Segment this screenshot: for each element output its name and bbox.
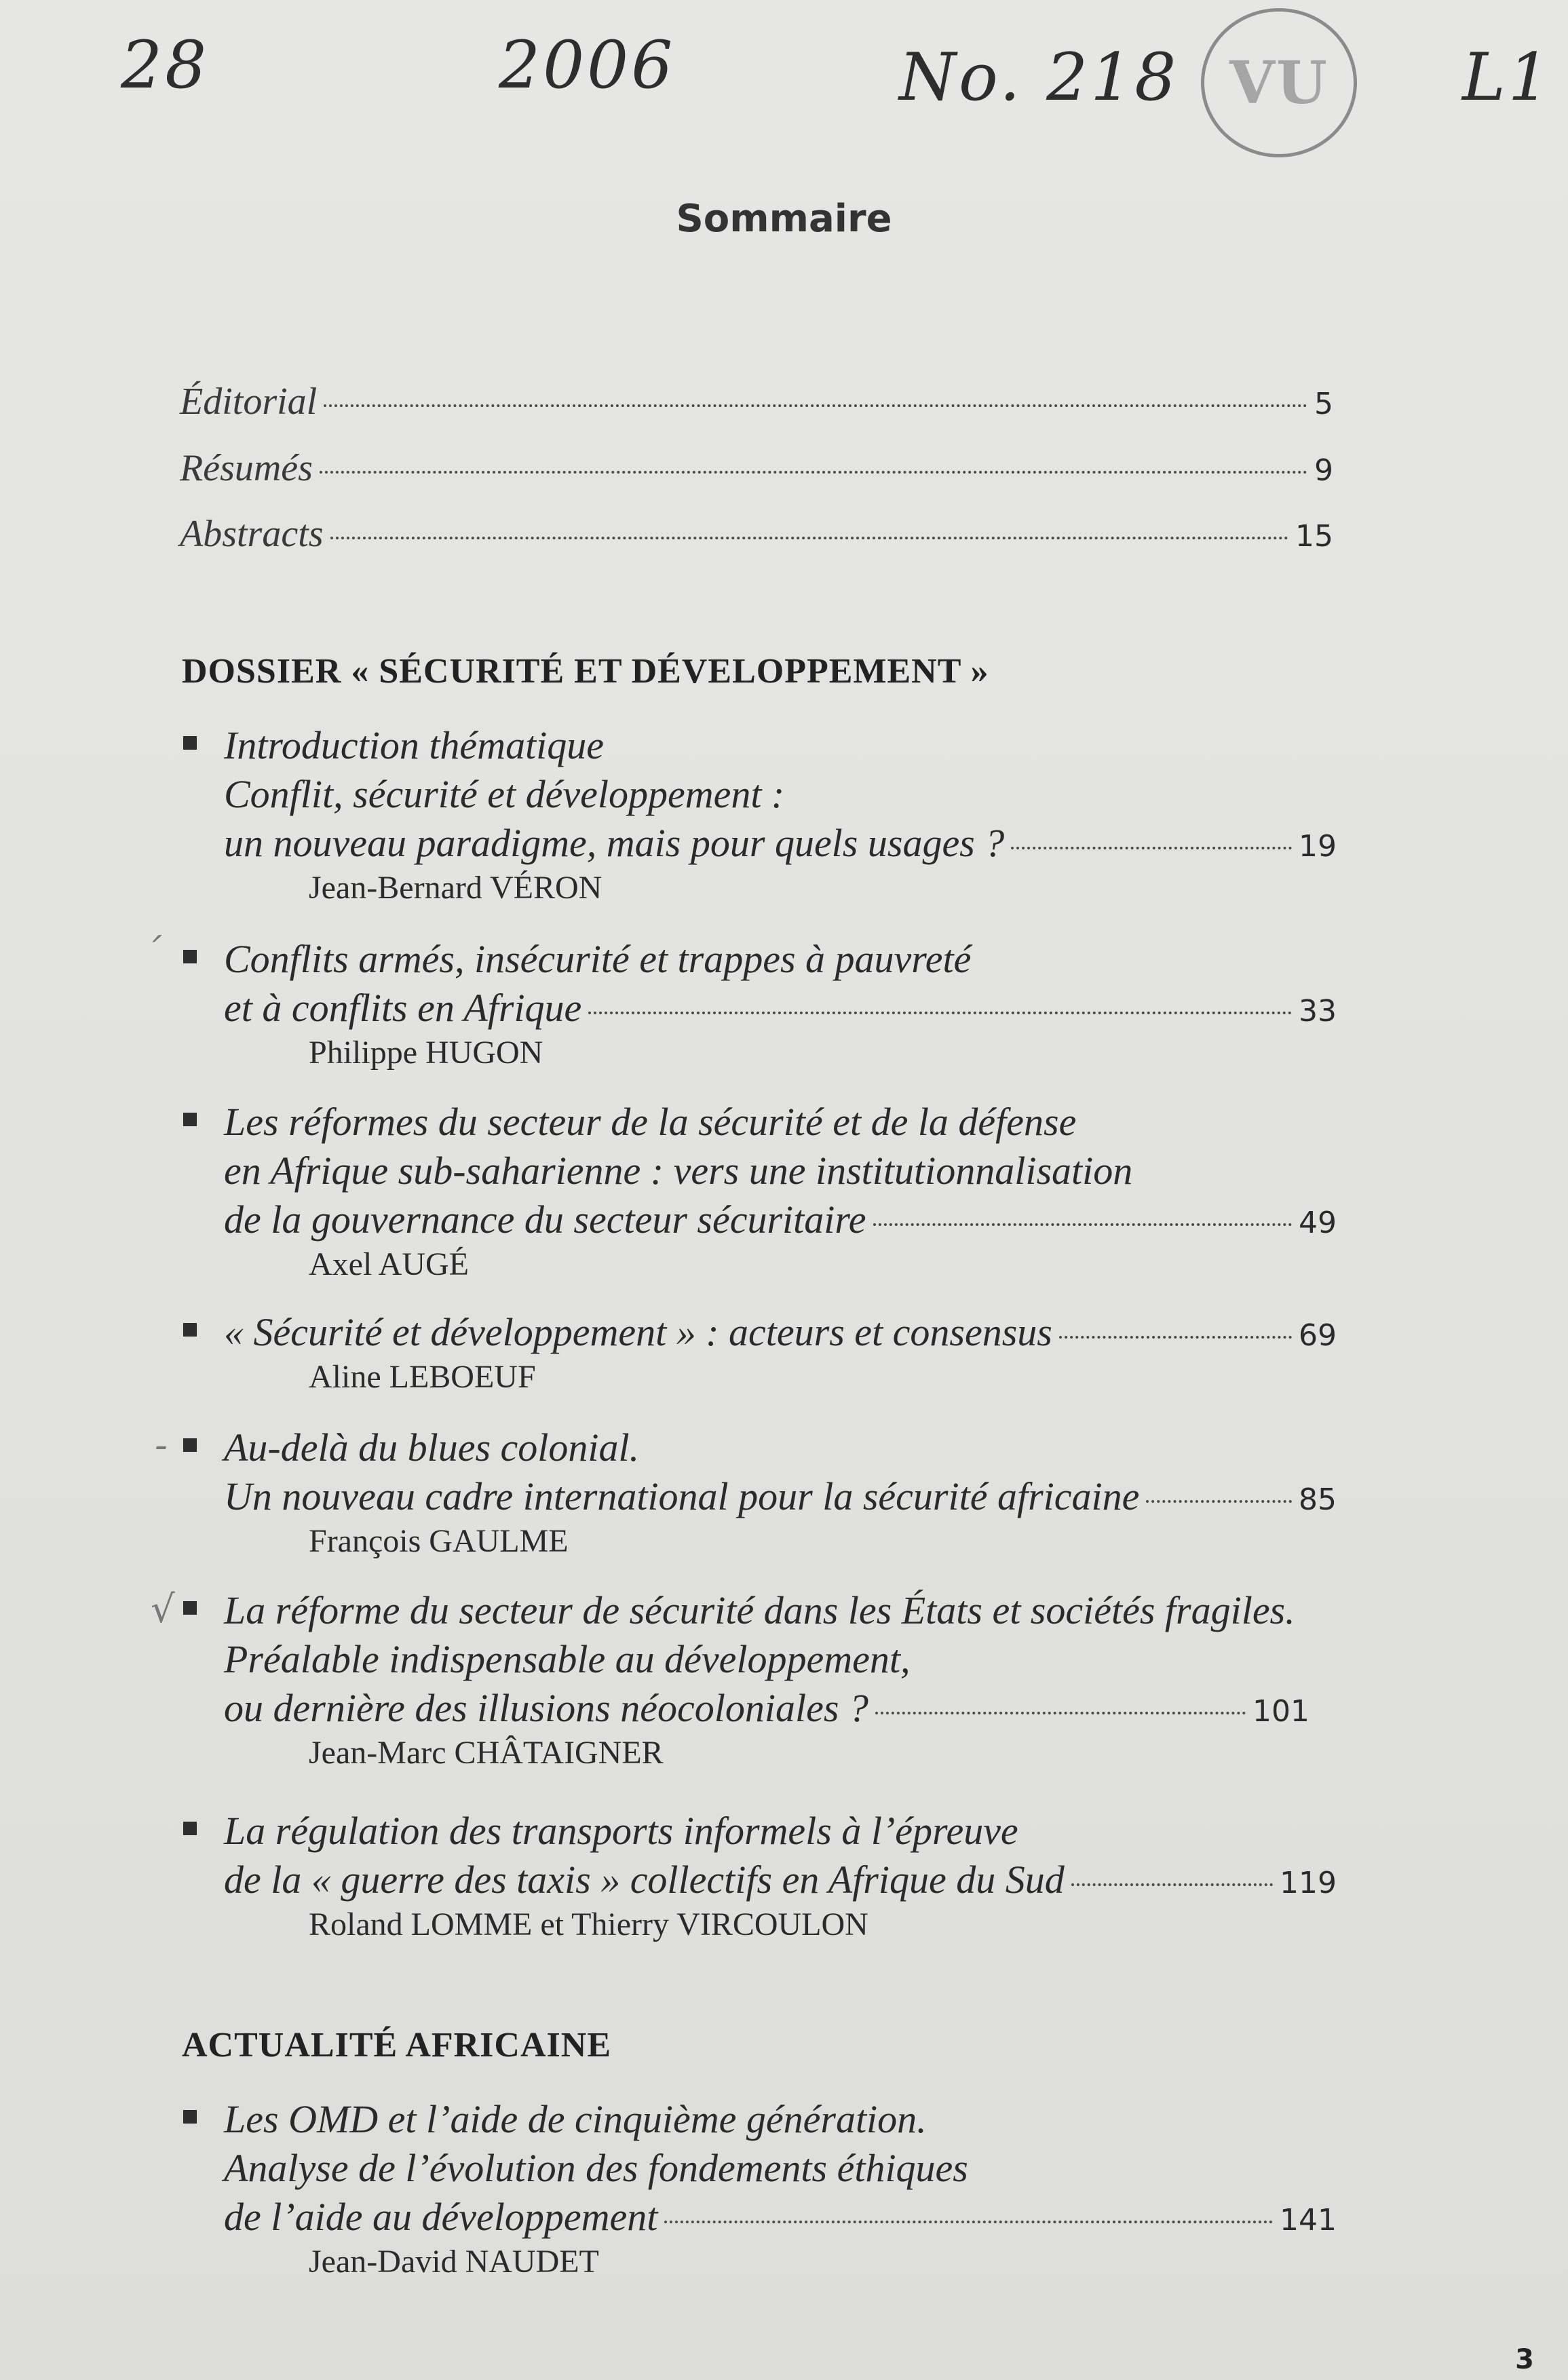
toc-page-number: 119 [1280,1866,1337,1900]
entry-line: Au-delà du blues colonial. [224,1425,640,1470]
entry-line-text: Un nouveau cadre international pour la sécurité africaine [224,1474,1140,1518]
toc-page-number: 19 [1299,829,1337,864]
entry-line: Introduction thématique [224,723,605,767]
pencil-dash-mark: - [155,1423,168,1467]
entry-line: Les réformes du secteur de la sécurité et de la défense [224,1100,1077,1144]
entry-line-last [224,820,1337,869]
entry-line: en Afrique sub-saharienne : vers une institutionnalisation [224,1149,1133,1193]
entry-author: Roland LOMME et Thierry VIRCOULON [309,1906,868,1942]
toc-page-number: 33 [1299,994,1337,1029]
entry-line: La régulation des transports informels à l’épreuve [224,1809,1018,1853]
entry-author: Jean-David NAUDET [309,2244,599,2280]
entry-author: Philippe HUGON [309,1035,543,1071]
toc-page-number: 69 [1299,1318,1337,1353]
entry-line-text: un nouveau paradigme, mais pour quels usages ? [224,821,1005,865]
handwritten-note-issue: No. 218 [899,39,1179,115]
toc-label: Résumés [180,447,313,489]
entry-line-text: de la « guerre des taxis » collectifs en Afrique du Sud [224,1858,1065,1902]
entry-line-last [224,1309,1337,1358]
entry-line: Préalable indispensable au développement, [224,1637,911,1681]
entry-author: Jean-Bernard VÉRON [309,870,603,906]
toc-page-number: 9 [1314,453,1333,488]
page-folio-number: 3 [1515,2344,1534,2375]
bullet-square [183,1113,197,1126]
entry-line-last [224,985,1337,1034]
toc-entry [183,1588,1337,1779]
toc-entry [183,1425,1337,1567]
toc-front-abstracts [180,512,1333,567]
dot-leader [875,1712,1246,1714]
toc-entry [183,936,1337,1079]
entry-author: Axel AUGÉ [309,1246,469,1282]
bullet-square [183,1438,197,1452]
bullet-square [183,1601,197,1615]
toc-label: Abstracts [180,513,324,555]
pencil-check-mark: √ [151,1588,175,1632]
toc-entry [183,1808,1337,1951]
entry-line-text: de la gouvernance du secteur sécuritaire [224,1197,866,1242]
entry-line-last [224,1857,1337,1906]
bullet-square [183,950,197,963]
entry-line-text: « Sécurité et développement » : acteurs et consensus [224,1310,1052,1354]
toc-page-number: 101 [1253,1694,1309,1729]
toc-entry [183,2096,1337,2288]
entry-line-last [224,1685,1309,1734]
dot-leader [324,404,1307,407]
dot-leader [1146,1500,1292,1503]
dot-leader [873,1223,1292,1226]
entry-line: La réforme du secteur de sécurité dans les États et sociétés fragiles. [224,1588,1295,1632]
bullet-square [183,736,197,750]
toc-page-number: 5 [1314,387,1333,421]
toc-front-editorial [180,380,1333,434]
page-title: Sommaire [676,197,892,241]
entry-author: Aline LEBOEUF [309,1359,536,1395]
entry-line-text: et à conflits en Afrique [224,986,582,1030]
section-heading-dossier: DOSSIER « SÉCURITÉ ET DÉVELOPPEMENT » [182,652,989,691]
entry-author: François GAULME [309,1523,569,1559]
dot-leader [588,1012,1292,1014]
entry-line: Analyse de l’évolution des fondements éthiques [224,2146,968,2190]
stamp-text: VU [1229,48,1328,117]
bullet-square [183,2110,197,2124]
entry-author: Jean-Marc CHÂTAIGNER [309,1735,664,1771]
dot-leader [320,471,1307,474]
handwritten-note-year: 2006 [499,27,676,103]
toc-page-number: 85 [1299,1482,1337,1517]
toc-front-resumes [180,446,1333,501]
toc-entry [183,723,1337,914]
bullet-square [183,1822,197,1835]
entry-line-last [224,1197,1337,1246]
entry-line-last [224,2194,1337,2243]
dot-leader [1011,847,1292,849]
entry-line: Conflit, sécurité et développement : [224,772,785,816]
entry-line-text: de l’aide au développement [224,2195,658,2239]
section-heading-actualite: ACTUALITÉ AFRICAINE [182,2026,611,2065]
toc-label: Éditorial [180,381,318,423]
entry-line: Les OMD et l’aide de cinquième génération. [224,2097,927,2141]
vu-stamp [1201,8,1357,157]
entry-line-last [224,1474,1337,1522]
toc-entry [183,1309,1337,1403]
toc-page-number: 49 [1299,1206,1337,1240]
toc-page-number: 15 [1295,519,1333,554]
dot-leader [664,2221,1273,2223]
toc-page-number: 141 [1280,2203,1337,2238]
dot-leader [330,537,1288,539]
handwritten-note-code: L1 [1462,39,1552,115]
dot-leader [1071,1883,1273,1886]
handwritten-note-number: 28 [121,27,210,103]
dot-leader [1059,1336,1292,1339]
entry-line-text: ou dernière des illusions néocoloniales ? [224,1686,868,1730]
pencil-check-mark: ´ [142,931,161,975]
toc-entry [183,1099,1337,1290]
bullet-square [183,1323,197,1337]
entry-line: Conflits armés, insécurité et trappes à pauvreté [224,937,972,981]
